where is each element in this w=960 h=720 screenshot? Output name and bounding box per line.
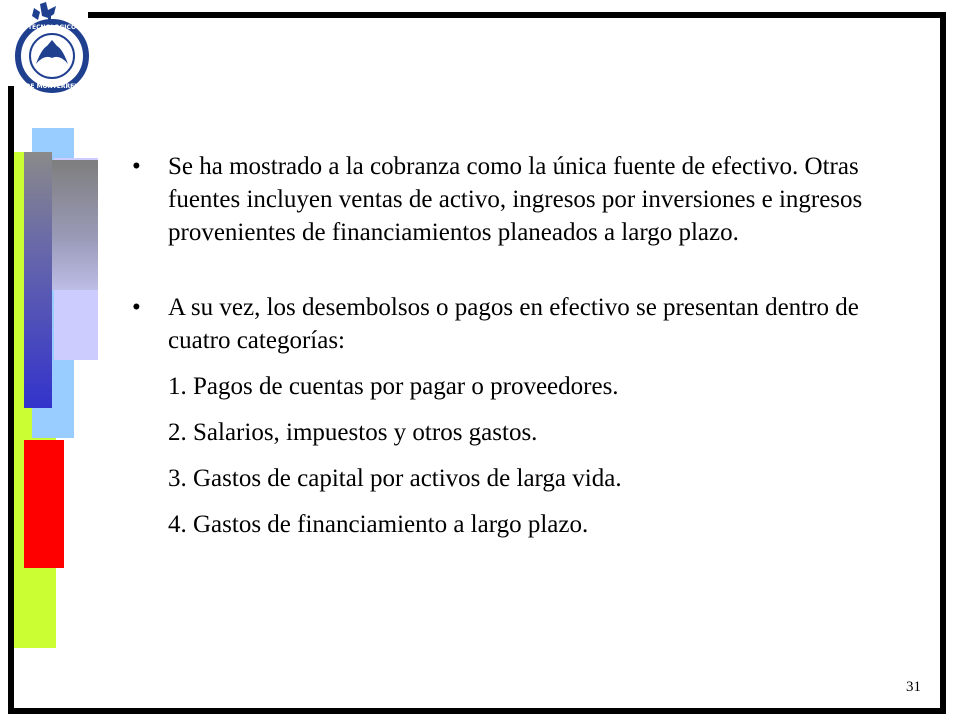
frame-top-border (88, 12, 946, 18)
logo-bottom-text: DE MONTERREY (25, 83, 79, 90)
category-item: 4. Gastos de financiamiento a largo plazo. (168, 511, 589, 538)
bullet-text: Se ha mostrado a la cobranza como la única fuente de efectivo. Otras fuentes incluyen ventas de activo, ingresos por inversiones e ingresos provenientes de financiamientos planeados a largo plazo. (168, 153, 863, 246)
seal-icon (12, 2, 92, 96)
bullet-item (132, 150, 872, 249)
decor-bar-red (24, 440, 64, 568)
bullet-text: A su vez, los desembolsos o pagos en efectivo se presentan dentro de cuatro categorías: (168, 294, 859, 354)
frame-bottom-border (8, 708, 946, 714)
decor-bar-gray (52, 160, 98, 290)
category-item: 3. Gastos de capital por activos de larga vida. (168, 465, 622, 492)
slide-body (132, 150, 872, 541)
category-item: 2. Salarios, impuestos y otros gastos. (168, 419, 538, 446)
bullet-marker: • (132, 294, 141, 321)
bullet-marker: • (132, 153, 141, 180)
page-number: 31 (906, 679, 921, 695)
decor-bar-navy (24, 152, 52, 408)
frame-right-border (940, 12, 946, 714)
category-item: 1. Pagos de cuentas por pagar o proveedores. (168, 373, 619, 400)
logo-top-text: TECNOLOGICO (27, 24, 77, 31)
bullet-item (132, 291, 872, 357)
